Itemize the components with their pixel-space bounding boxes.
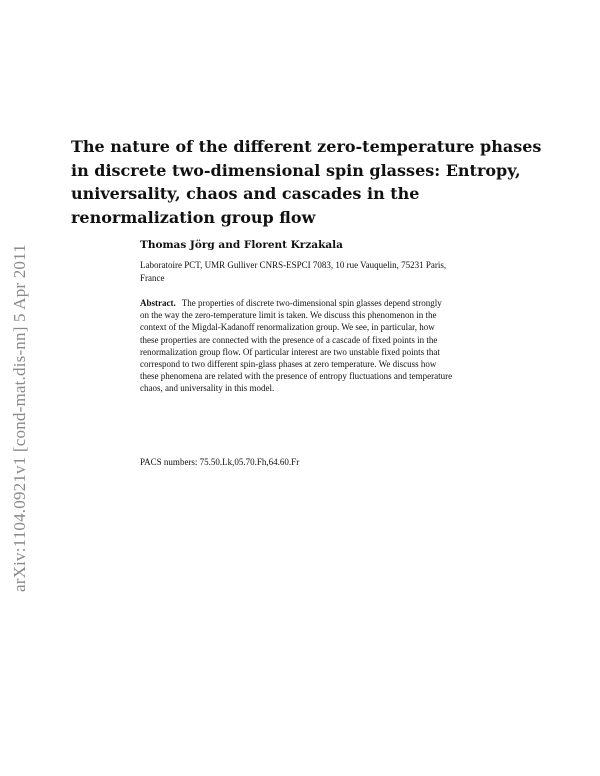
abstract-line: renormalization group flow. Of particular interest are two unstable fixed points that xyxy=(140,346,440,357)
pacs-numbers: PACS numbers: 75.50.Lk,05.70.Fh,64.60.Fr xyxy=(140,457,300,467)
paper-title xyxy=(71,135,542,229)
abstract-line: these properties are connected with the presence of a cascade of fixed points in the xyxy=(140,334,438,345)
title-line: The nature of the different zero-temperature phases xyxy=(71,137,542,156)
abstract-label: Abstract. xyxy=(140,298,176,308)
abstract-text: The properties of discrete two-dimensional spin glasses depend strongly xyxy=(181,298,442,308)
arxiv-identifier-stamp: arXiv:1104.0921v1 [cond-mat.dis-nn] 5 Apr 2011 xyxy=(10,244,29,592)
affiliation-line: Laboratoire PCT, UMR Gulliver CNRS-ESPCI 7083, 10 rue Vauquelin, 75231 Paris, xyxy=(140,260,447,270)
abstract xyxy=(140,297,510,395)
abstract-line: chaos, and universality in this model. xyxy=(140,383,275,394)
abstract-line: correspond to two different spin-glass phases at zero temperature. We discuss how xyxy=(140,359,437,370)
affiliation-line: France xyxy=(140,273,165,283)
title-line: universality, chaos and cascades in the xyxy=(71,184,420,203)
abstract-line: on the way the zero-temperature limit is taken. We discuss this phenomenon in the xyxy=(140,310,437,321)
author-list: Thomas Jörg and Florent Krzakala xyxy=(140,239,343,251)
abstract-line: context of the Migdal-Kadanoff renormalization group. We see, in particular, how xyxy=(140,322,435,333)
abstract-line xyxy=(140,297,510,309)
abstract-line: these phenomena are related with the presence of entropy fluctuations and temperature xyxy=(140,371,453,382)
affiliation xyxy=(140,259,510,285)
title-line: renormalization group flow xyxy=(71,207,316,227)
title-line: in discrete two-dimensional spin glasses: Entropy, xyxy=(71,160,521,180)
